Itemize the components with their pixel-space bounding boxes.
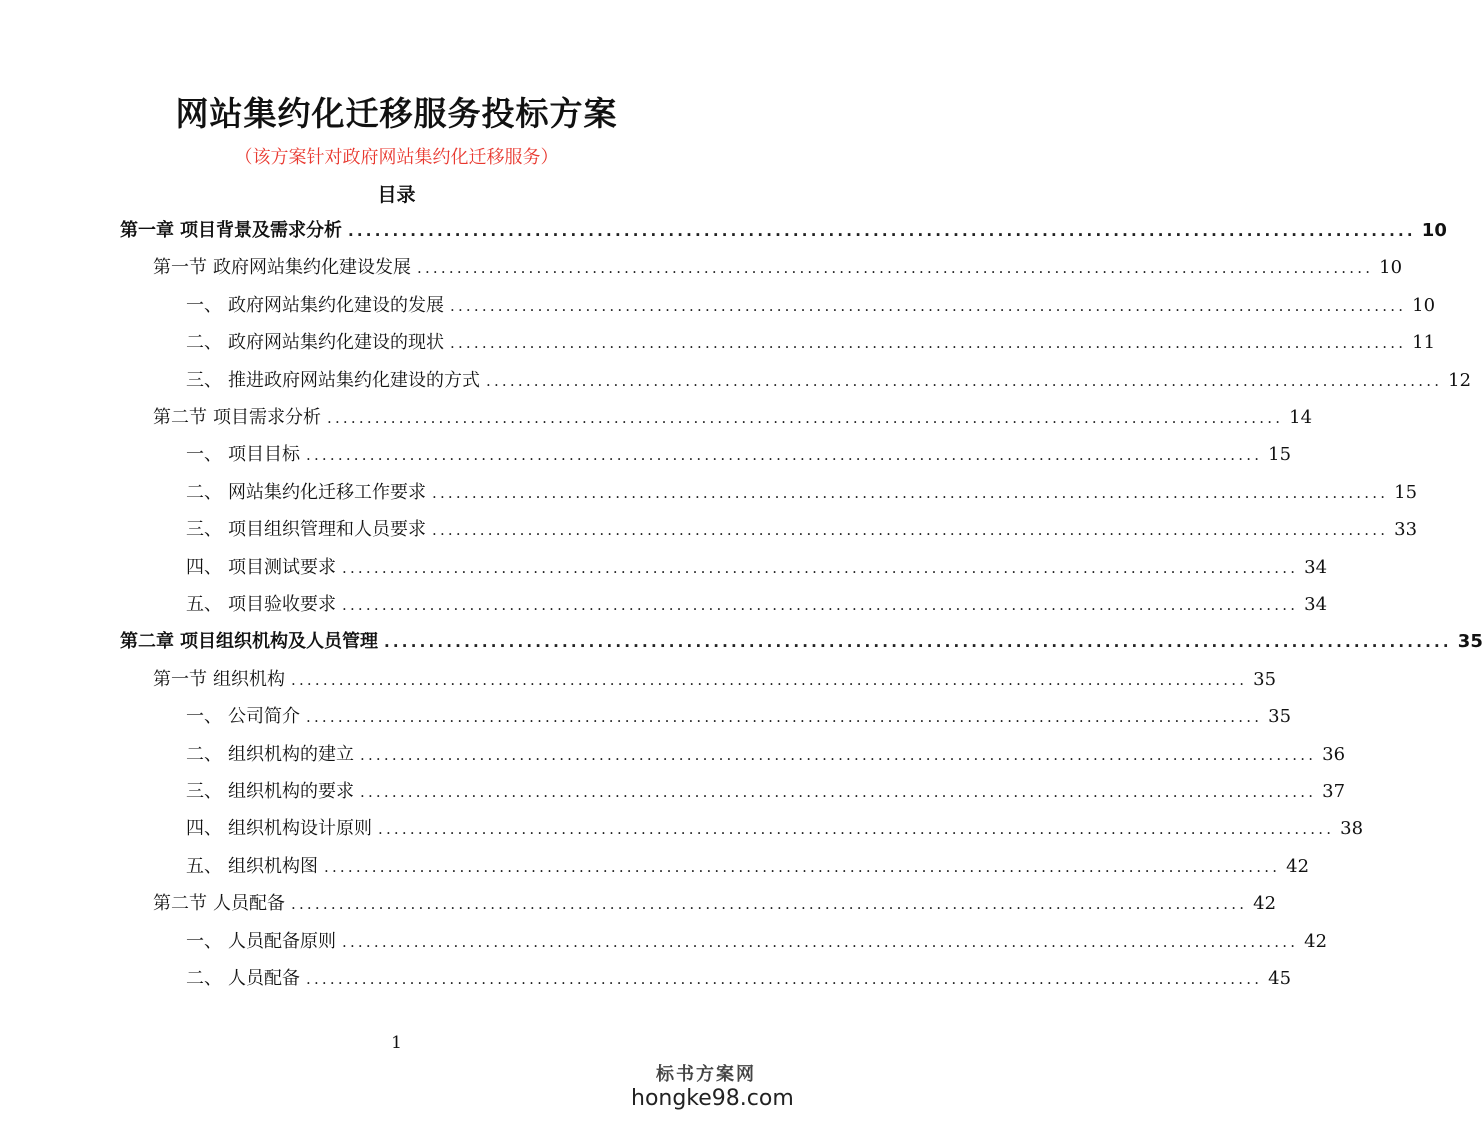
toc-entry-page: 34 (1304, 594, 1328, 615)
toc-entry-number: 四、 (186, 557, 222, 578)
toc-entry-number: 第二章 (120, 631, 174, 652)
toc-entry-page: 15 (1268, 444, 1292, 465)
toc-dot-leader: ........................................................................................................................ (342, 596, 1299, 614)
toc-entry-number: 二、 (186, 744, 222, 765)
toc-entry-number: 一、 (186, 295, 222, 316)
toc-entry[interactable] (153, 405, 1313, 431)
toc-entry-number: 第一章 (120, 220, 174, 241)
toc-entry[interactable] (186, 929, 1328, 955)
toc-entry-title: 组织机构设计原则 (228, 818, 372, 839)
toc-entry-number: 第二节 (153, 407, 207, 428)
toc-entry-title: 人员配备 (228, 968, 300, 989)
toc-entry[interactable] (186, 330, 1436, 356)
toc-entry[interactable] (120, 629, 1483, 655)
toc-entry-number: 五、 (186, 594, 222, 615)
toc-entry-title: 政府网站集约化建设发展 (213, 257, 411, 278)
toc-entry-page: 37 (1322, 781, 1346, 802)
toc-entry-page: 12 (1448, 370, 1472, 391)
toc-entry-title: 项目目标 (228, 444, 300, 465)
toc-entry-number: 三、 (186, 519, 222, 540)
toc-entry-page: 10 (1379, 257, 1403, 278)
toc-entry-number: 一、 (186, 706, 222, 727)
toc-entry-number: 第一节 (153, 669, 207, 690)
toc-entry[interactable] (186, 592, 1328, 618)
toc-entry[interactable] (120, 218, 1447, 244)
toc-entry-title: 项目组织机构及人员管理 (180, 631, 378, 652)
toc-entry[interactable] (153, 891, 1277, 917)
toc-dot-leader: ........................................................................................................................ (291, 895, 1248, 913)
toc-entry[interactable] (153, 667, 1277, 693)
toc-entry-title: 公司简介 (228, 706, 300, 727)
toc-entry-number: 一、 (186, 444, 222, 465)
toc-entry-page: 35 (1457, 631, 1483, 652)
toc-entry-title: 推进政府网站集约化建设的方式 (228, 370, 480, 391)
toc-entry-page: 38 (1340, 818, 1364, 839)
toc-dot-leader: ........................................................................................................................ (432, 484, 1389, 502)
toc-entry-title: 政府网站集约化建设的发展 (228, 295, 444, 316)
toc-dot-leader: ........................................................................................................................ (432, 521, 1389, 539)
toc-dot-leader: ........................................................................................................................ (342, 559, 1299, 577)
toc-entry-title: 项目背景及需求分析 (180, 220, 342, 241)
toc-dot-leader: ........................................................................................................................ (324, 858, 1281, 876)
toc-entry-title: 网站集约化迁移工作要求 (228, 482, 426, 503)
toc-entry[interactable] (186, 442, 1292, 468)
toc-dot-leader: ........................................................................................................................ (486, 372, 1443, 390)
document-subtitle: （该方案针对政府网站集约化迁移服务） (234, 147, 559, 168)
toc-entry[interactable] (186, 779, 1346, 805)
toc-dot-leader: ........................................................................................................................ (360, 783, 1317, 801)
toc-entry-page: 14 (1289, 407, 1313, 428)
toc-entry-number: 二、 (186, 482, 222, 503)
toc-entry-title: 项目组织管理和人员要求 (228, 519, 426, 540)
toc-entry-title: 组织机构的要求 (228, 781, 354, 802)
watermark (631, 1064, 794, 1112)
toc-entry-title: 组织机构 (213, 669, 285, 690)
toc-entry-page: 36 (1322, 744, 1346, 765)
toc-entry-title: 人员配备原则 (228, 931, 336, 952)
toc-entry[interactable] (186, 966, 1292, 992)
toc-entry-title: 项目测试要求 (228, 557, 336, 578)
watermark-url: hongke98.com (631, 1086, 794, 1111)
toc-dot-leader: ........................................................................................................................ (450, 334, 1407, 352)
toc-entry-page: 42 (1253, 893, 1277, 914)
toc-heading: 目录 (377, 184, 416, 206)
toc-entry[interactable] (186, 704, 1292, 730)
toc-dot-leader: ........................................................................................................................ (417, 259, 1374, 277)
toc-entry-page: 11 (1412, 332, 1436, 353)
toc-entry-number: 二、 (186, 332, 222, 353)
page-number: 1 (391, 1033, 402, 1053)
toc-dot-leader: ........................................................................................................................ (327, 409, 1284, 427)
toc-entry[interactable] (186, 517, 1418, 543)
toc-entry-page: 42 (1304, 931, 1328, 952)
toc-entry[interactable] (186, 368, 1472, 394)
toc-dot-leader: ........................................................................................................................ (342, 933, 1299, 951)
toc-entry-title: 组织机构的建立 (228, 744, 354, 765)
toc-entry-title: 政府网站集约化建设的现状 (228, 332, 444, 353)
toc-entry-page: 33 (1394, 519, 1418, 540)
toc-entry-number: 二、 (186, 968, 222, 989)
toc-entry-number: 五、 (186, 856, 222, 877)
toc-entry[interactable] (153, 255, 1403, 281)
toc-entry-page: 45 (1268, 968, 1292, 989)
toc-entry-page: 34 (1304, 557, 1328, 578)
toc-dot-leader: ........................................................................................................................ (291, 671, 1248, 689)
document-title: 网站集约化迁移服务投标方案 (175, 94, 618, 133)
toc-entry[interactable] (186, 555, 1328, 581)
toc-entry-title: 组织机构图 (228, 856, 318, 877)
toc-entry-number: 第一节 (153, 257, 207, 278)
toc-dot-leader: ........................................................................................................................ (450, 297, 1407, 315)
toc-entry-title: 人员配备 (213, 893, 285, 914)
toc-entry-number: 第二节 (153, 893, 207, 914)
toc-entry-page: 15 (1394, 482, 1418, 503)
toc-entry[interactable] (186, 816, 1364, 842)
toc-dot-leader: ........................................................................................................................ (348, 222, 1416, 240)
toc-entry[interactable] (186, 293, 1436, 319)
toc-entry-title: 项目验收要求 (228, 594, 336, 615)
toc-entry-number: 四、 (186, 818, 222, 839)
toc-entry[interactable] (186, 854, 1310, 880)
toc-dot-leader: ........................................................................................................................ (384, 633, 1452, 651)
toc-entry-number: 一、 (186, 931, 222, 952)
toc-entry-number: 三、 (186, 781, 222, 802)
toc-dot-leader: ........................................................................................................................ (306, 708, 1263, 726)
toc-entry-page: 10 (1421, 220, 1447, 241)
toc-entry-page: 35 (1268, 706, 1292, 727)
toc-entry[interactable] (186, 480, 1418, 506)
toc-dot-leader: ........................................................................................................................ (306, 446, 1263, 464)
toc-entry-title: 项目需求分析 (213, 407, 321, 428)
toc-entry-page: 35 (1253, 669, 1277, 690)
toc-dot-leader: ........................................................................................................................ (378, 820, 1335, 838)
toc-dot-leader: ........................................................................................................................ (360, 746, 1317, 764)
toc-entry-number: 三、 (186, 370, 222, 391)
toc-entry-page: 10 (1412, 295, 1436, 316)
toc-entry-page: 42 (1286, 856, 1310, 877)
toc-dot-leader: ........................................................................................................................ (306, 970, 1263, 988)
toc-entry[interactable] (186, 742, 1346, 768)
watermark-text: 标书方案网 (656, 1064, 756, 1085)
